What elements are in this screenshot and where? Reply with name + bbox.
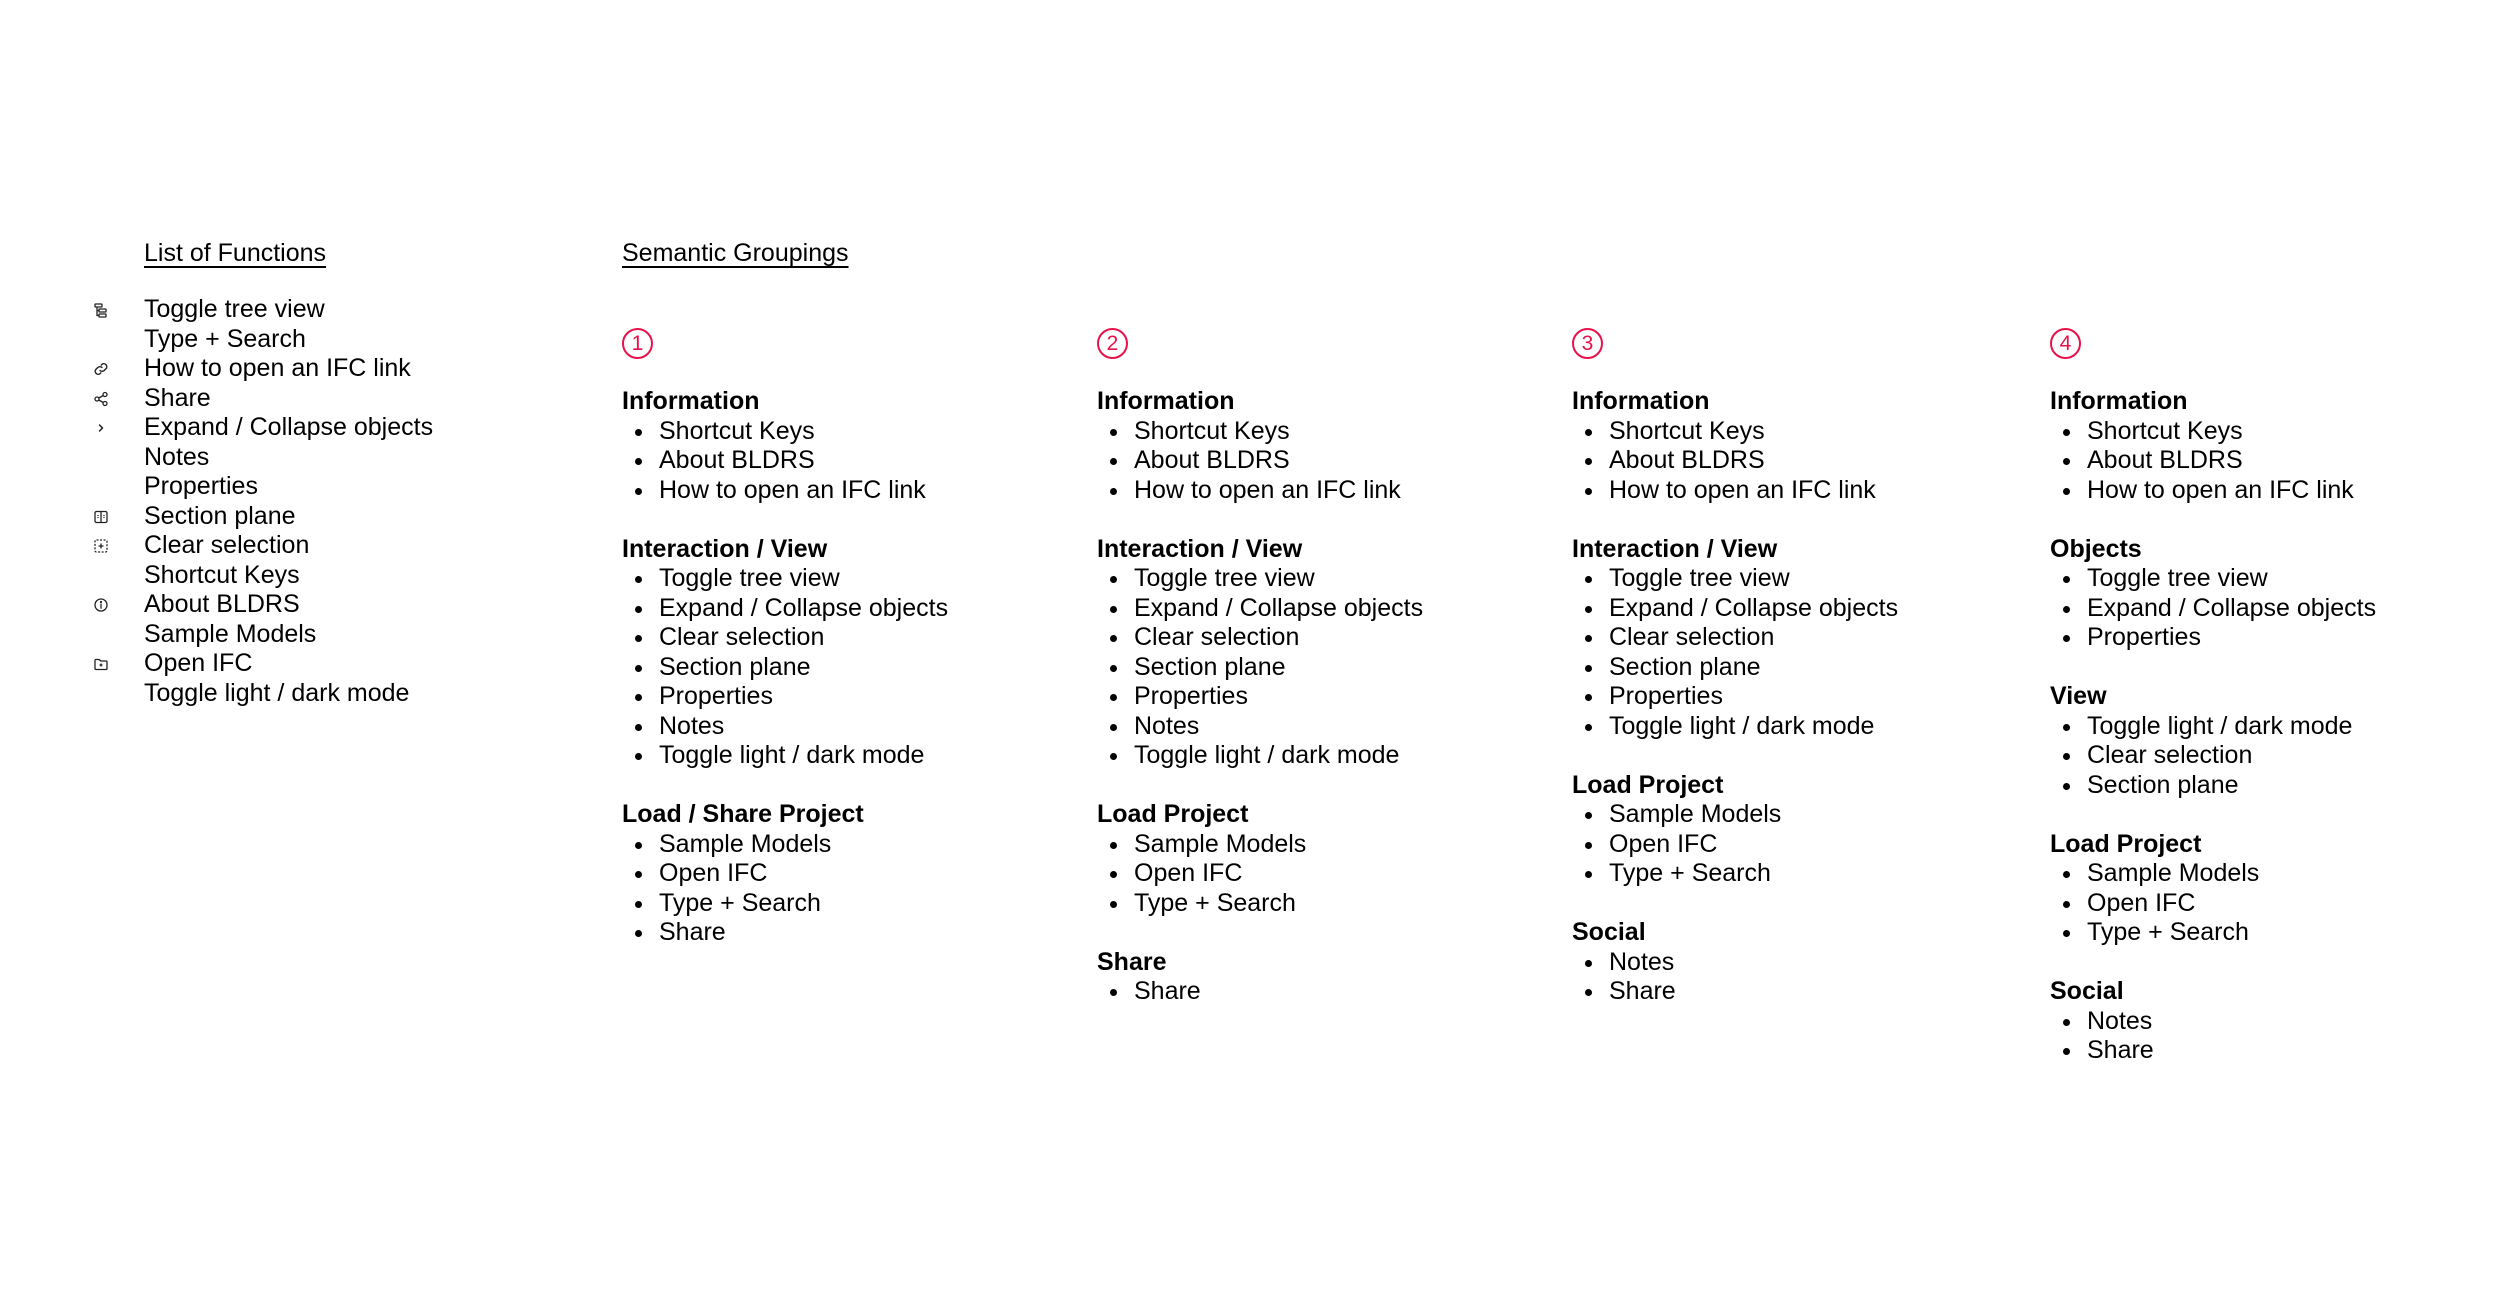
- function-item-label: Toggle tree view: [144, 295, 325, 323]
- group-item-list: [2050, 564, 2490, 653]
- link-icon: [93, 361, 109, 377]
- group-item-label: Share: [1134, 977, 1201, 1005]
- group-objects: [2050, 535, 2490, 653]
- bullet-icon: [635, 842, 642, 849]
- variant-number-badge: 1: [622, 328, 653, 359]
- group-item-label: Share: [1609, 977, 1676, 1005]
- group-item-shortcut-keys: [2050, 417, 2490, 447]
- group-title: Information: [1572, 387, 1710, 415]
- group-item-clear-selection: [1572, 623, 2012, 653]
- variant-groups: [1097, 387, 1537, 1007]
- group-item-list: [1572, 417, 2012, 506]
- bullet-icon: [1585, 635, 1592, 642]
- group-item-section-plane: [1572, 653, 2012, 683]
- group-item-label: Expand / Collapse objects: [1609, 593, 1899, 622]
- group-item-label: Notes: [1134, 711, 1200, 740]
- bullet-icon: [1585, 724, 1592, 731]
- share-icon: [93, 391, 109, 407]
- group-item-label: Share: [659, 918, 726, 946]
- group-item-how-to-open-an-ifc-link: [622, 476, 1062, 506]
- variant-number-badge: 2: [1097, 328, 1128, 359]
- group-item-list: [2050, 859, 2490, 948]
- bullet-icon: [2063, 930, 2070, 937]
- group-item-label: Expand / Collapse objects: [2087, 593, 2377, 622]
- group-item-sample-models: [1097, 830, 1537, 860]
- group-item-type-search: [1097, 889, 1537, 919]
- function-item-about-bldrs: [144, 590, 524, 620]
- variant-groups: [622, 387, 1062, 948]
- variant-number-badge: 3: [1572, 328, 1603, 359]
- bullet-icon: [635, 635, 642, 642]
- bullet-icon: [1110, 842, 1117, 849]
- group-item-list: [2050, 1007, 2490, 1066]
- group-item-label: Open IFC: [659, 859, 768, 887]
- group-item-label: Shortcut Keys: [659, 416, 815, 445]
- group-item-expand-collapse-objects: [2050, 594, 2490, 624]
- variant-number-badge: 4: [2050, 328, 2081, 359]
- group-item-label: Clear selection: [659, 623, 825, 651]
- bullet-icon: [1585, 989, 1592, 996]
- group-item-open-ifc: [1572, 830, 2012, 860]
- bullet-icon: [2063, 576, 2070, 583]
- group-item-expand-collapse-objects: [1097, 594, 1537, 624]
- group-item-clear-selection: [1097, 623, 1537, 653]
- group-item-label: Section plane: [1134, 652, 1286, 681]
- group-item-label: Shortcut Keys: [1134, 416, 1290, 445]
- group-title: View: [2050, 682, 2107, 710]
- bullet-icon: [2063, 871, 2070, 878]
- group-item-about-bldrs: [1097, 446, 1537, 476]
- group-item-about-bldrs: [622, 446, 1062, 476]
- group-item-label: Sample Models: [1609, 800, 1782, 828]
- bullet-icon: [1110, 871, 1117, 878]
- group-item-how-to-open-an-ifc-link: [1572, 476, 2012, 506]
- function-item-label: Share: [144, 383, 211, 412]
- group-item-label: Properties: [1134, 682, 1248, 710]
- group-item-open-ifc: [622, 859, 1062, 889]
- function-item-label: Notes: [144, 442, 210, 471]
- function-item-toggle-tree-view: [144, 295, 524, 325]
- group-item-type-search: [1572, 859, 2012, 889]
- bullet-icon: [635, 930, 642, 937]
- group-item-label: Expand / Collapse objects: [659, 593, 949, 622]
- bullet-icon: [2063, 606, 2070, 613]
- bullet-icon: [1110, 724, 1117, 731]
- group-item-share: [1097, 977, 1537, 1007]
- groupings-title: Semantic Groupings: [622, 239, 849, 267]
- group-item-label: Properties: [1609, 682, 1723, 710]
- bullet-icon: [1110, 635, 1117, 642]
- group-item-label: About BLDRS: [1609, 446, 1765, 474]
- group-item-label: Properties: [2087, 623, 2201, 651]
- group-item-clear-selection: [622, 623, 1062, 653]
- bullet-icon: [1110, 606, 1117, 613]
- group-load-project: [1097, 800, 1537, 918]
- bullet-icon: [635, 576, 642, 583]
- group-item-label: Type + Search: [2087, 918, 2249, 946]
- group-item-sample-models: [622, 830, 1062, 860]
- group-title: Objects: [2050, 534, 2142, 563]
- group-item-list: [2050, 417, 2490, 506]
- bullet-icon: [635, 606, 642, 613]
- group-item-label: How to open an IFC link: [1134, 475, 1401, 504]
- group-interaction-view: [1097, 535, 1537, 771]
- group-item-list: [1097, 977, 1537, 1007]
- function-item-how-to-open-an-ifc-link: [144, 354, 524, 384]
- bullet-icon: [635, 665, 642, 672]
- group-item-label: Open IFC: [1134, 859, 1243, 887]
- group-item-label: Toggle tree view: [2087, 564, 2268, 592]
- bullet-icon: [1585, 694, 1592, 701]
- bullet-icon: [1585, 458, 1592, 465]
- group-item-label: How to open an IFC link: [659, 475, 926, 504]
- group-item-toggle-light-dark-mode: [1572, 712, 2012, 742]
- group-item-list: [622, 830, 1062, 948]
- group-title: Interaction / View: [622, 534, 828, 563]
- group-item-notes: [2050, 1007, 2490, 1037]
- bullet-icon: [635, 429, 642, 436]
- group-item-notes: [622, 712, 1062, 742]
- group-item-label: Shortcut Keys: [1609, 416, 1765, 445]
- bullet-icon: [1110, 753, 1117, 760]
- group-item-label: Section plane: [2087, 770, 2239, 799]
- group-item-label: Type + Search: [1134, 888, 1296, 917]
- group-information: [1097, 387, 1537, 505]
- function-item-label: Section plane: [144, 501, 296, 530]
- group-title: Interaction / View: [1097, 534, 1303, 563]
- function-item-sample-models: [144, 620, 524, 650]
- group-item-share: [1572, 977, 2012, 1007]
- group-item-section-plane: [1097, 653, 1537, 683]
- bullet-icon: [2063, 458, 2070, 465]
- function-item-label: Type + Search: [144, 324, 306, 353]
- group-item-properties: [1097, 682, 1537, 712]
- group-item-label: How to open an IFC link: [1609, 475, 1876, 504]
- function-item-label: Shortcut Keys: [144, 560, 300, 589]
- group-title: Information: [1097, 387, 1235, 415]
- function-item-label: Properties: [144, 472, 258, 500]
- group-item-label: Toggle tree view: [1134, 564, 1315, 592]
- function-item-section-plane: [144, 502, 524, 532]
- group-item-label: Section plane: [659, 652, 811, 681]
- bullet-icon: [2063, 488, 2070, 495]
- group-item-type-search: [2050, 918, 2490, 948]
- group-item-label: Type + Search: [1609, 859, 1771, 887]
- bullet-icon: [2063, 724, 2070, 731]
- grouping-variant-4: [2050, 328, 2490, 1095]
- variant-groups: [1572, 387, 2012, 1007]
- group-title: Load Project: [1097, 800, 1249, 828]
- function-item-expand-collapse-objects: [144, 413, 524, 443]
- group-load-share-project: [622, 800, 1062, 948]
- group-load-project: [1572, 771, 2012, 889]
- group-item-label: About BLDRS: [659, 446, 815, 474]
- group-item-list: [1572, 564, 2012, 741]
- function-item-shortcut-keys: [144, 561, 524, 591]
- bullet-icon: [635, 753, 642, 760]
- group-item-label: Toggle light / dark mode: [1134, 741, 1400, 769]
- variant-groups: [2050, 387, 2490, 1066]
- group-item-label: Clear selection: [1609, 623, 1775, 651]
- bullet-icon: [2063, 1048, 2070, 1055]
- group-item-share: [2050, 1036, 2490, 1066]
- group-item-how-to-open-an-ifc-link: [1097, 476, 1537, 506]
- group-item-label: About BLDRS: [1134, 446, 1290, 474]
- group-item-list: [1572, 948, 2012, 1007]
- group-interaction-view: [622, 535, 1062, 771]
- group-item-toggle-light-dark-mode: [622, 741, 1062, 771]
- group-view: [2050, 682, 2490, 800]
- bullet-icon: [1585, 488, 1592, 495]
- group-item-label: Toggle light / dark mode: [659, 741, 925, 769]
- group-item-toggle-tree-view: [1097, 564, 1537, 594]
- group-title: Load Project: [1572, 770, 1724, 799]
- group-item-label: Shortcut Keys: [2087, 416, 2243, 445]
- group-item-open-ifc: [2050, 889, 2490, 919]
- functions-title: List of Functions: [144, 239, 327, 267]
- bullet-icon: [1110, 488, 1117, 495]
- bullet-icon: [2063, 783, 2070, 790]
- bullet-icon: [635, 694, 642, 701]
- functions-list: [144, 295, 524, 708]
- group-item-shortcut-keys: [1572, 417, 2012, 447]
- group-item-type-search: [622, 889, 1062, 919]
- group-item-list: [1097, 417, 1537, 506]
- group-item-label: Share: [2087, 1036, 2154, 1064]
- bullet-icon: [635, 724, 642, 731]
- group-title: Load / Share Project: [622, 800, 864, 828]
- group-item-toggle-tree-view: [622, 564, 1062, 594]
- group-item-label: Clear selection: [2087, 741, 2253, 769]
- group-item-label: Sample Models: [1134, 829, 1307, 858]
- group-information: [622, 387, 1062, 505]
- bullet-icon: [1110, 694, 1117, 701]
- function-item-label: Open IFC: [144, 649, 253, 677]
- group-item-label: About BLDRS: [2087, 446, 2243, 474]
- tree-view-icon: [93, 302, 109, 318]
- group-item-label: Toggle light / dark mode: [2087, 711, 2353, 740]
- group-item-toggle-light-dark-mode: [1097, 741, 1537, 771]
- group-item-toggle-tree-view: [1572, 564, 2012, 594]
- bullet-icon: [1585, 960, 1592, 967]
- chevron-right-icon: [93, 420, 109, 436]
- group-item-label: Open IFC: [1609, 829, 1718, 858]
- group-title: Information: [2050, 387, 2188, 415]
- group-information: [2050, 387, 2490, 505]
- group-title: Share: [1097, 947, 1167, 976]
- group-item-list: [1097, 564, 1537, 771]
- function-item-label: How to open an IFC link: [144, 354, 411, 382]
- bullet-icon: [1110, 989, 1117, 996]
- info-icon: [93, 597, 109, 613]
- group-item-about-bldrs: [1572, 446, 2012, 476]
- function-item-clear-selection: [144, 531, 524, 561]
- group-title: Social: [1572, 918, 1646, 946]
- group-item-share: [622, 918, 1062, 948]
- group-item-label: Section plane: [1609, 652, 1761, 681]
- group-item-list: [622, 417, 1062, 506]
- group-item-label: Clear selection: [1134, 623, 1300, 651]
- function-item-open-ifc: [144, 649, 524, 679]
- function-item-toggle-light-dark-mode: [144, 679, 524, 709]
- bullet-icon: [635, 458, 642, 465]
- function-item-label: Toggle light / dark mode: [144, 678, 410, 707]
- group-item-properties: [622, 682, 1062, 712]
- group-item-shortcut-keys: [622, 417, 1062, 447]
- bullet-icon: [1110, 665, 1117, 672]
- group-item-sample-models: [2050, 859, 2490, 889]
- function-item-type-search: [144, 325, 524, 355]
- group-title: Interaction / View: [1572, 534, 1778, 563]
- bullet-icon: [2063, 1019, 2070, 1026]
- group-item-shortcut-keys: [1097, 417, 1537, 447]
- group-item-label: Notes: [1609, 947, 1675, 976]
- group-item-expand-collapse-objects: [1572, 594, 2012, 624]
- function-item-share: [144, 384, 524, 414]
- group-item-label: Notes: [659, 711, 725, 740]
- function-item-label: Clear selection: [144, 531, 310, 559]
- group-item-label: Sample Models: [659, 829, 832, 858]
- function-item-label: Sample Models: [144, 619, 317, 648]
- group-title: Load Project: [2050, 829, 2202, 858]
- group-item-properties: [1572, 682, 2012, 712]
- group-item-notes: [1572, 948, 2012, 978]
- group-share: [1097, 948, 1537, 1007]
- function-item-label: Expand / Collapse objects: [144, 413, 434, 441]
- group-item-label: Toggle tree view: [659, 564, 840, 592]
- group-item-label: Type + Search: [659, 888, 821, 917]
- bullet-icon: [1585, 871, 1592, 878]
- group-item-properties: [2050, 623, 2490, 653]
- bullet-icon: [2063, 429, 2070, 436]
- group-item-sample-models: [1572, 800, 2012, 830]
- group-item-label: Toggle light / dark mode: [1609, 711, 1875, 740]
- bullet-icon: [1110, 576, 1117, 583]
- group-interaction-view: [1572, 535, 2012, 742]
- bullet-icon: [1585, 429, 1592, 436]
- group-item-list: [622, 564, 1062, 771]
- bullet-icon: [1110, 429, 1117, 436]
- grouping-variant-1: [622, 328, 1062, 977]
- group-item-label: Expand / Collapse objects: [1134, 593, 1424, 622]
- bullet-icon: [1585, 812, 1592, 819]
- functions-column: [144, 238, 524, 708]
- bullet-icon: [1585, 576, 1592, 583]
- group-item-toggle-light-dark-mode: [2050, 712, 2490, 742]
- group-social: [2050, 977, 2490, 1066]
- group-item-section-plane: [622, 653, 1062, 683]
- groupings-column: [622, 238, 849, 268]
- clear-selection-icon: [93, 538, 109, 554]
- bullet-icon: [1110, 901, 1117, 908]
- grouping-variant-3: [1572, 328, 2012, 1036]
- function-item-properties: [144, 472, 524, 502]
- section-plane-icon: [93, 509, 109, 525]
- bullet-icon: [1585, 606, 1592, 613]
- group-item-notes: [1097, 712, 1537, 742]
- group-item-expand-collapse-objects: [622, 594, 1062, 624]
- bullet-icon: [635, 901, 642, 908]
- group-load-project: [2050, 830, 2490, 948]
- group-item-how-to-open-an-ifc-link: [2050, 476, 2490, 506]
- group-item-toggle-tree-view: [2050, 564, 2490, 594]
- group-item-label: Sample Models: [2087, 859, 2260, 887]
- group-information: [1572, 387, 2012, 505]
- group-item-label: Properties: [659, 682, 773, 710]
- bullet-icon: [635, 488, 642, 495]
- group-item-section-plane: [2050, 771, 2490, 801]
- bullet-icon: [2063, 753, 2070, 760]
- bullet-icon: [1585, 665, 1592, 672]
- group-item-label: Open IFC: [2087, 888, 2196, 917]
- bullet-icon: [635, 871, 642, 878]
- group-item-label: Toggle tree view: [1609, 564, 1790, 592]
- group-item-list: [1097, 830, 1537, 919]
- bullet-icon: [2063, 635, 2070, 642]
- group-item-clear-selection: [2050, 741, 2490, 771]
- group-title: Information: [622, 387, 760, 415]
- group-item-label: Notes: [2087, 1006, 2153, 1035]
- group-social: [1572, 918, 2012, 1007]
- group-item-list: [1572, 800, 2012, 889]
- function-item-label: About BLDRS: [144, 590, 300, 618]
- group-title: Social: [2050, 977, 2124, 1005]
- group-item-list: [2050, 712, 2490, 801]
- group-item-about-bldrs: [2050, 446, 2490, 476]
- bullet-icon: [1585, 842, 1592, 849]
- group-item-open-ifc: [1097, 859, 1537, 889]
- function-item-notes: [144, 443, 524, 473]
- bullet-icon: [1110, 458, 1117, 465]
- grouping-variant-2: [1097, 328, 1537, 1036]
- group-item-label: How to open an IFC link: [2087, 475, 2354, 504]
- bullet-icon: [2063, 901, 2070, 908]
- folder-icon: [93, 656, 109, 672]
